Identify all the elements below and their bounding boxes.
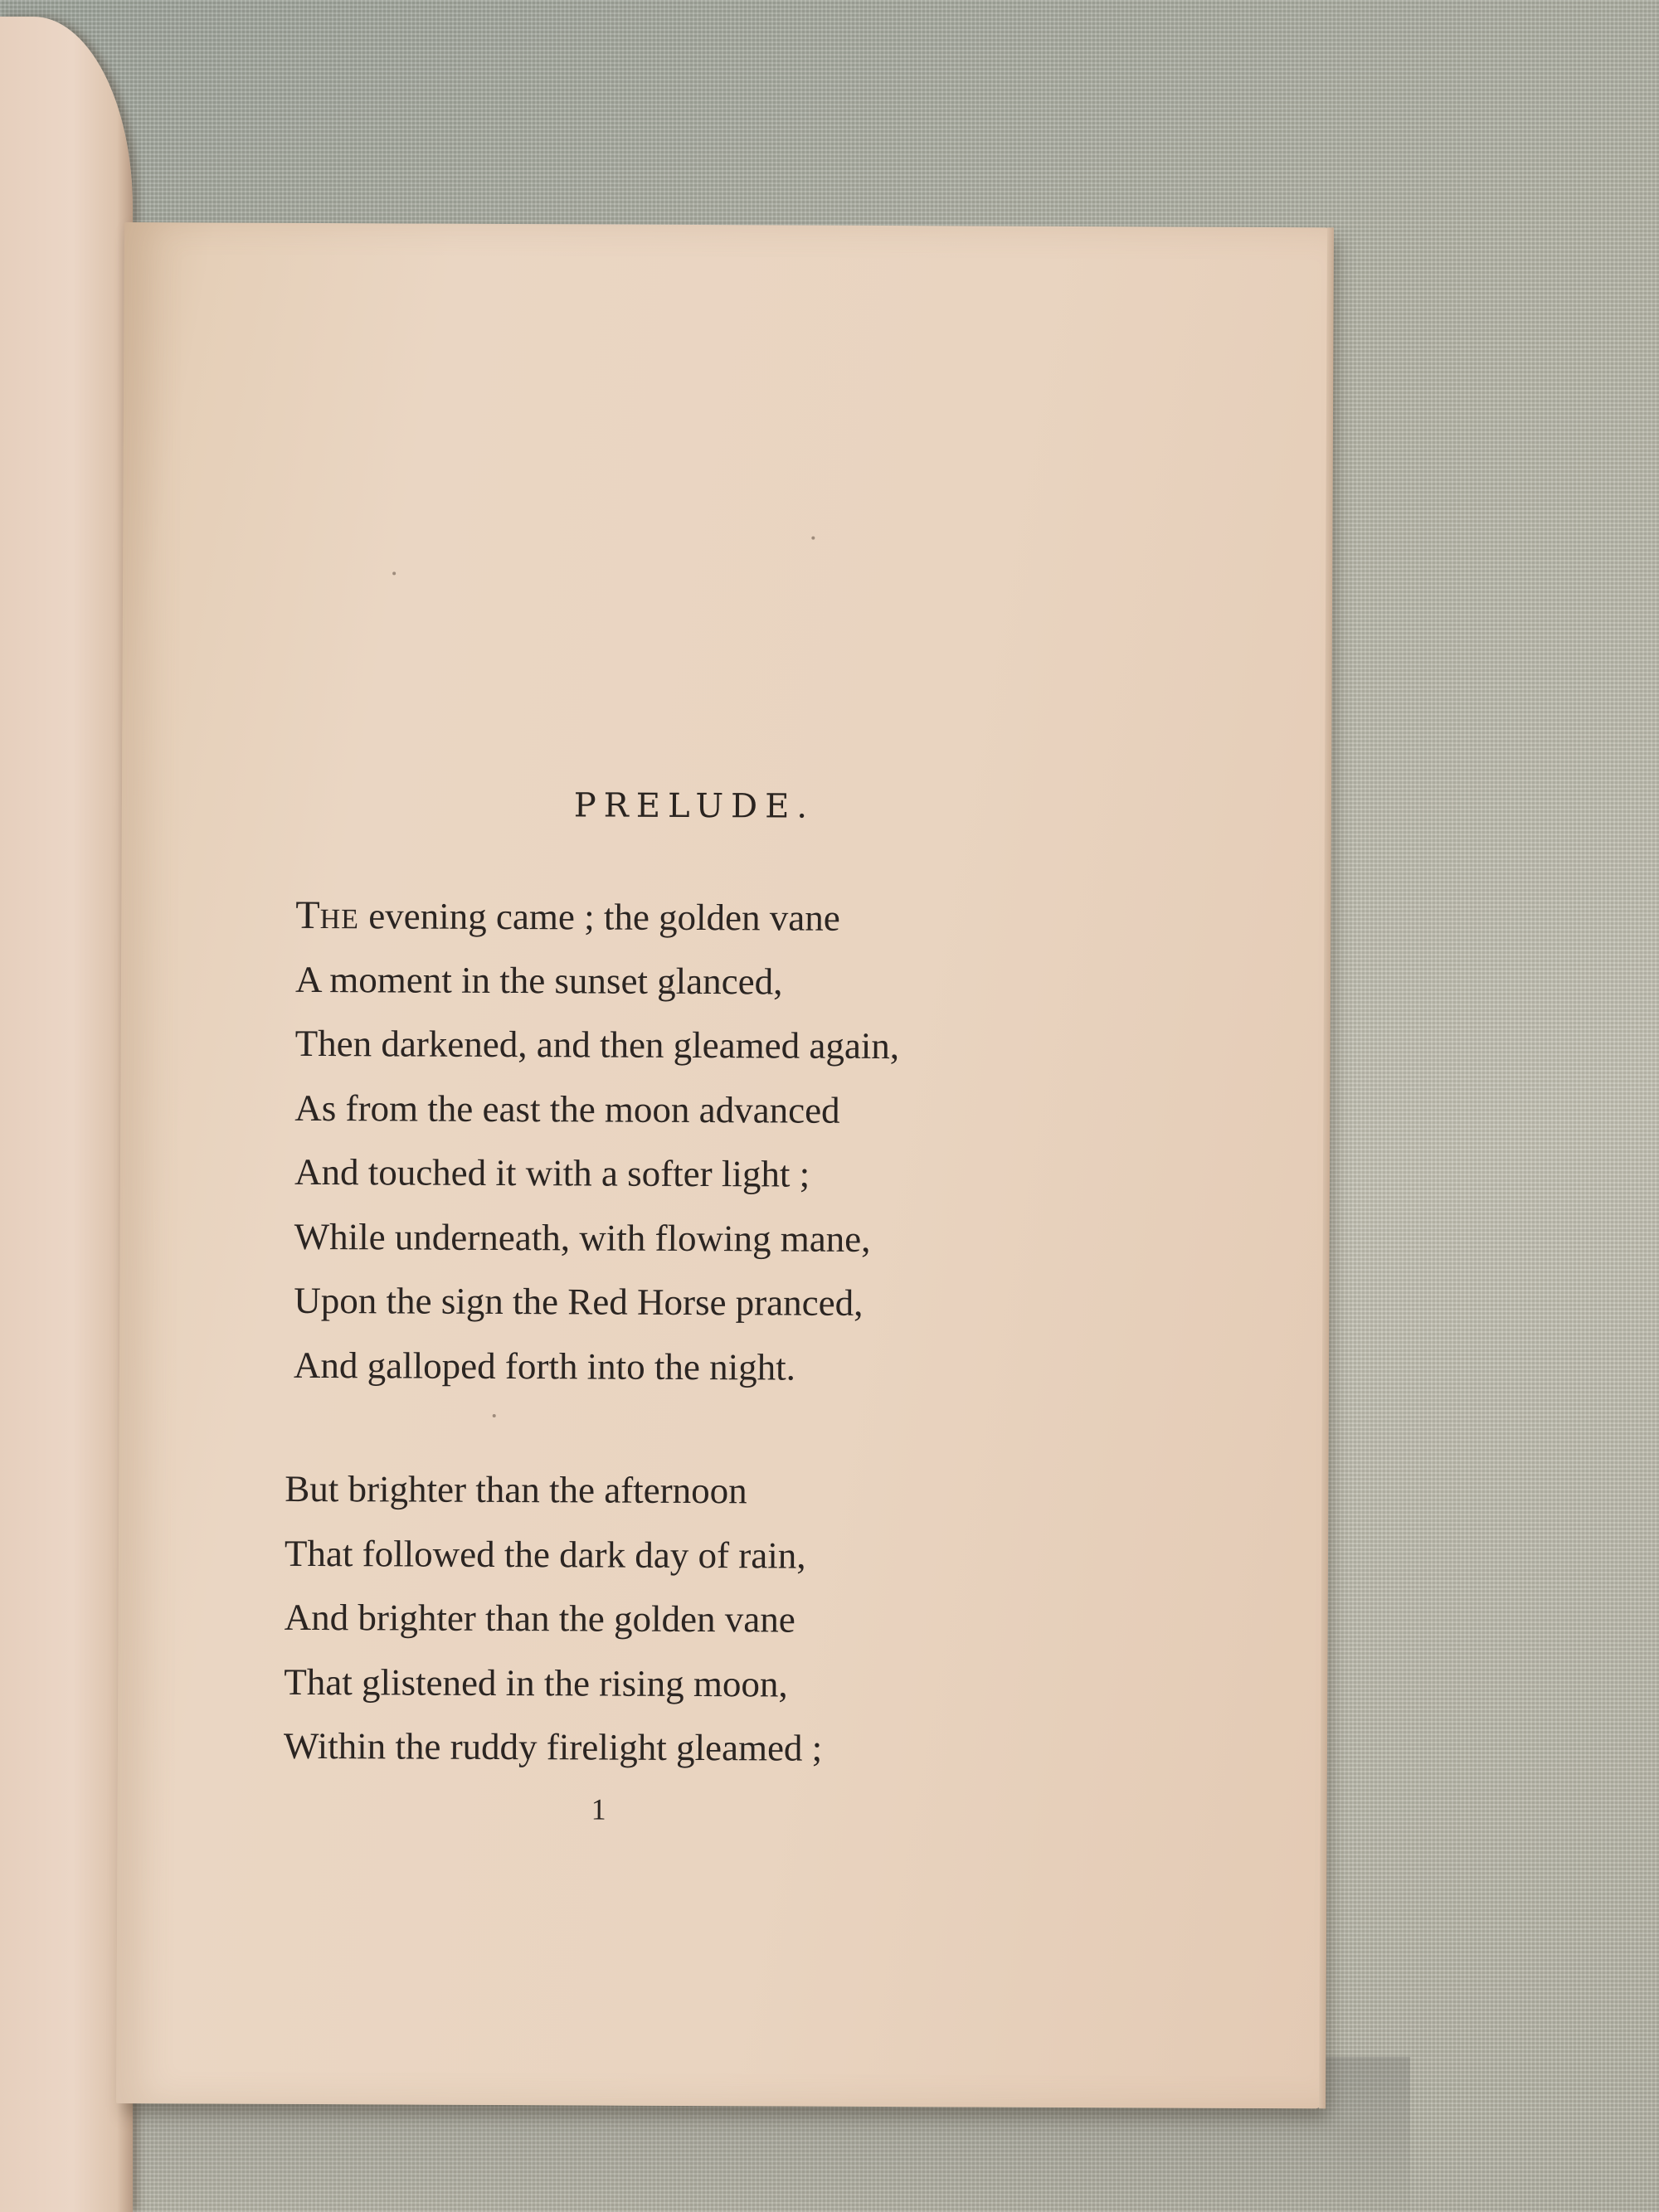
small-caps-word: HE [319, 904, 360, 936]
book-page [116, 222, 1329, 2108]
poem-line [295, 883, 900, 950]
stanza-1 [294, 883, 900, 1400]
poem-line: That followed the dark day of rain, [284, 1532, 806, 1577]
poem-line: But brighter than the afternoon [285, 1467, 747, 1512]
poem-line: Within the ruddy firelight gleamed ; [283, 1724, 823, 1769]
page-fore-edge [1319, 227, 1334, 2108]
poem-line: And galloped forth into the night. [293, 1344, 796, 1388]
poem-line: A moment in the sunset glanced, [294, 958, 783, 1002]
poem-line: That glistened in the rising moon, [284, 1660, 788, 1705]
paper-speck [493, 1414, 496, 1417]
poem-line: And brighter than the golden vane [284, 1596, 795, 1641]
drop-letter: T [295, 892, 320, 938]
poem-line: As from the east the moon advanced [294, 1087, 840, 1131]
poem-line: Upon the sign the Red Horse pranced, [294, 1279, 864, 1324]
page-number: 1 [591, 1792, 606, 1826]
poem-line: And touched it with a softer light ; [294, 1150, 810, 1195]
previous-page-edge [0, 17, 133, 2212]
stanza-2 [284, 1457, 824, 1781]
line-text: evening came ; the golden vane [358, 895, 840, 939]
poem-line: While underneath, with flowing mane, [294, 1215, 871, 1260]
poem-line: Then darkened, and then gleamed again, [294, 1022, 900, 1067]
paper-speck [811, 537, 815, 540]
poem-title: PRELUDE. [573, 786, 815, 826]
paper-speck [392, 571, 396, 575]
